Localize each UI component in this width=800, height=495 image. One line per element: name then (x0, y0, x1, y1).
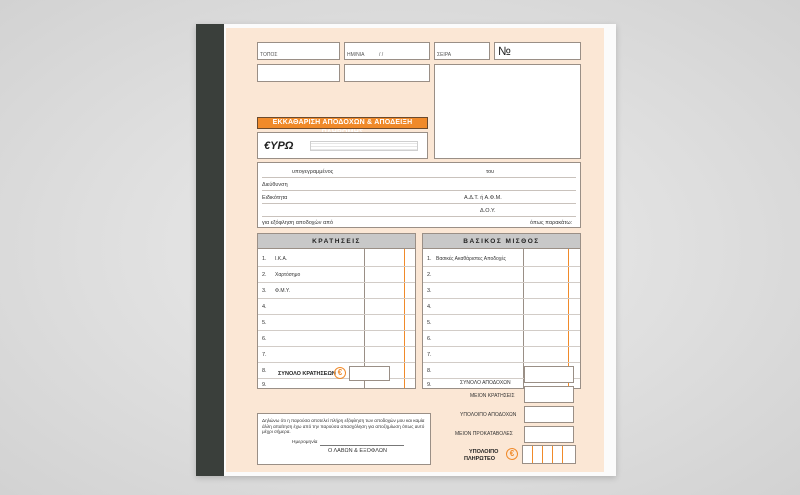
total-deductions-field[interactable] (349, 366, 390, 381)
row-text: Ι.Κ.Α. (275, 256, 288, 262)
minus-deductions-field[interactable] (524, 386, 574, 403)
declaration-box (257, 413, 431, 465)
row-number: 3. (427, 288, 432, 294)
row-number: 5. (427, 320, 432, 326)
euro-icon: € (334, 367, 346, 379)
amount-field[interactable] (310, 141, 418, 151)
table-row-line (258, 330, 415, 331)
table-row-line (258, 298, 415, 299)
row-number: 7. (262, 352, 267, 358)
row-number: 8. (262, 368, 267, 374)
remaining-earnings-field[interactable] (524, 406, 574, 423)
table-row-line (258, 362, 415, 363)
row-number: 1. (427, 256, 432, 262)
employee-info-box (257, 162, 581, 228)
remaining-earnings-label: ΥΠΟΛΟΙΠΟ ΑΠΟΔΟΧΩΝ (460, 412, 517, 418)
series-label: ΣΕΙΡΑ (437, 52, 452, 58)
balance-label-line2: ΠΛΗΡΩΤΕΟ (464, 456, 495, 462)
row-number: 9. (262, 382, 267, 388)
tax-office-label: Δ.Ο.Υ. (480, 208, 496, 214)
cents-divider (404, 249, 405, 388)
pad-spine (196, 24, 224, 476)
row-number: 3. (262, 288, 267, 294)
signer-label: Ο ΛΑΒΩΝ & ΕΞΟΦΛΩΝ (328, 448, 387, 454)
row-number: 1. (262, 256, 267, 262)
place-field[interactable] (257, 42, 340, 60)
declaration-text: Δηλώνω ότι η παρούσα αποτελεί πλήρη εξόφληση των αποδοχών μου και καμία άλλη απαίτηση έχω από την παρούσα απασχόληση για αποζημίωση όπως αυτό μέχρι σήμερα. (262, 418, 425, 435)
extra-field-1[interactable] (257, 64, 340, 82)
row-number: 8. (427, 368, 432, 374)
info-line[interactable] (262, 216, 576, 217)
id-label: Α.Δ.Τ. ή Α.Φ.Μ. (464, 195, 502, 201)
balance-label-line1: ΥΠΟΛΟΙΠΟ (469, 449, 499, 455)
row-number: 4. (262, 304, 267, 310)
currency-label: €ΥΡΩ (264, 140, 294, 152)
table-row-line (258, 282, 415, 283)
row-number: 6. (427, 336, 432, 342)
table-row-line (423, 330, 580, 331)
minus-deductions-label: ΜΕΙΟΝ ΚΡΑΤΗΣΕΙΣ (470, 393, 515, 399)
total-earnings-label: ΣΥΝΟΛΟ ΑΠΟΔΟΧΩΝ (460, 380, 511, 386)
row-number: 7. (427, 352, 432, 358)
table-row-line (423, 346, 580, 347)
salary-title: ΒΑΣΙΚΟΣ ΜΙΣΘΟΣ (423, 234, 580, 249)
balance-payable-field[interactable] (522, 445, 576, 464)
table-row-line (258, 346, 415, 347)
total-earnings-field[interactable] (524, 366, 574, 383)
info-line[interactable] (262, 190, 576, 191)
declaration-date-label: Ημερομηνία (292, 440, 318, 445)
minus-advances-label: ΜΕΙΟΝ ΠΡΟΚΑΤΑΒΟΛΕΣ (455, 431, 513, 437)
row-number: 2. (262, 272, 267, 278)
date-label: ΗΜ/ΝΙΑ (347, 52, 365, 58)
number-field[interactable] (494, 42, 581, 60)
minus-advances-field[interactable] (524, 426, 574, 443)
table-row-line (423, 362, 580, 363)
row-number: 6. (262, 336, 267, 342)
digit-cells (523, 446, 575, 463)
stamp-area[interactable] (434, 64, 581, 159)
info-line[interactable] (262, 203, 576, 204)
settlement-label: για εξόφληση αποδοχών από (262, 220, 334, 226)
deductions-title: ΚΡΑΤΗΣΕΙΣ (258, 234, 415, 249)
document-title: ΕΚΚΑΘΑΡΙΣΗ ΑΠΟΔΟΧΩΝ & ΑΠΟΔΕΙΞΗ (257, 117, 428, 129)
row-number: 4. (427, 304, 432, 310)
of-label: του (486, 169, 495, 175)
info-line[interactable] (262, 177, 576, 178)
table-row-line (423, 282, 580, 283)
euro-icon: € (506, 448, 518, 460)
row-text: Φ.Μ.Υ. (275, 288, 291, 294)
series-field[interactable] (434, 42, 490, 60)
date-field[interactable] (344, 42, 430, 60)
number-label: № (498, 44, 511, 58)
total-deductions-label: ΣΥΝΟΛΟ ΚΡΑΤΗΣΕΩΝ (278, 371, 336, 377)
place-label: ΤΟΠΟΣ (260, 52, 278, 58)
table-row-line (423, 266, 580, 267)
digit-cell (523, 446, 533, 463)
signed-label: υπογεγραμμένος (292, 169, 334, 175)
row-number: 5. (262, 320, 267, 326)
table-row-line (258, 266, 415, 267)
as-follows-label: όπως παρακάτω: (530, 220, 573, 226)
digit-cell (533, 446, 543, 463)
digit-cell (543, 446, 553, 463)
row-text: Βασικές Ακαθάριστες Αποδοχές (436, 256, 506, 262)
table-row-line (423, 298, 580, 299)
address-label: Διεύθυνση (262, 182, 288, 188)
signature-line[interactable] (320, 445, 404, 446)
row-number: 2. (427, 272, 432, 278)
row-number: 9. (427, 382, 432, 388)
table-row-line (258, 314, 415, 315)
row-text: Χαρτόσημο (275, 272, 301, 278)
currency-box (257, 132, 428, 159)
specialty-label: Ειδικότητα (262, 195, 288, 201)
deductions-table (257, 233, 416, 389)
digit-cell (553, 446, 563, 463)
extra-field-2[interactable] (344, 64, 430, 82)
form-sheet (226, 28, 604, 472)
table-row-line (423, 314, 580, 315)
date-separators: / / (379, 52, 384, 58)
